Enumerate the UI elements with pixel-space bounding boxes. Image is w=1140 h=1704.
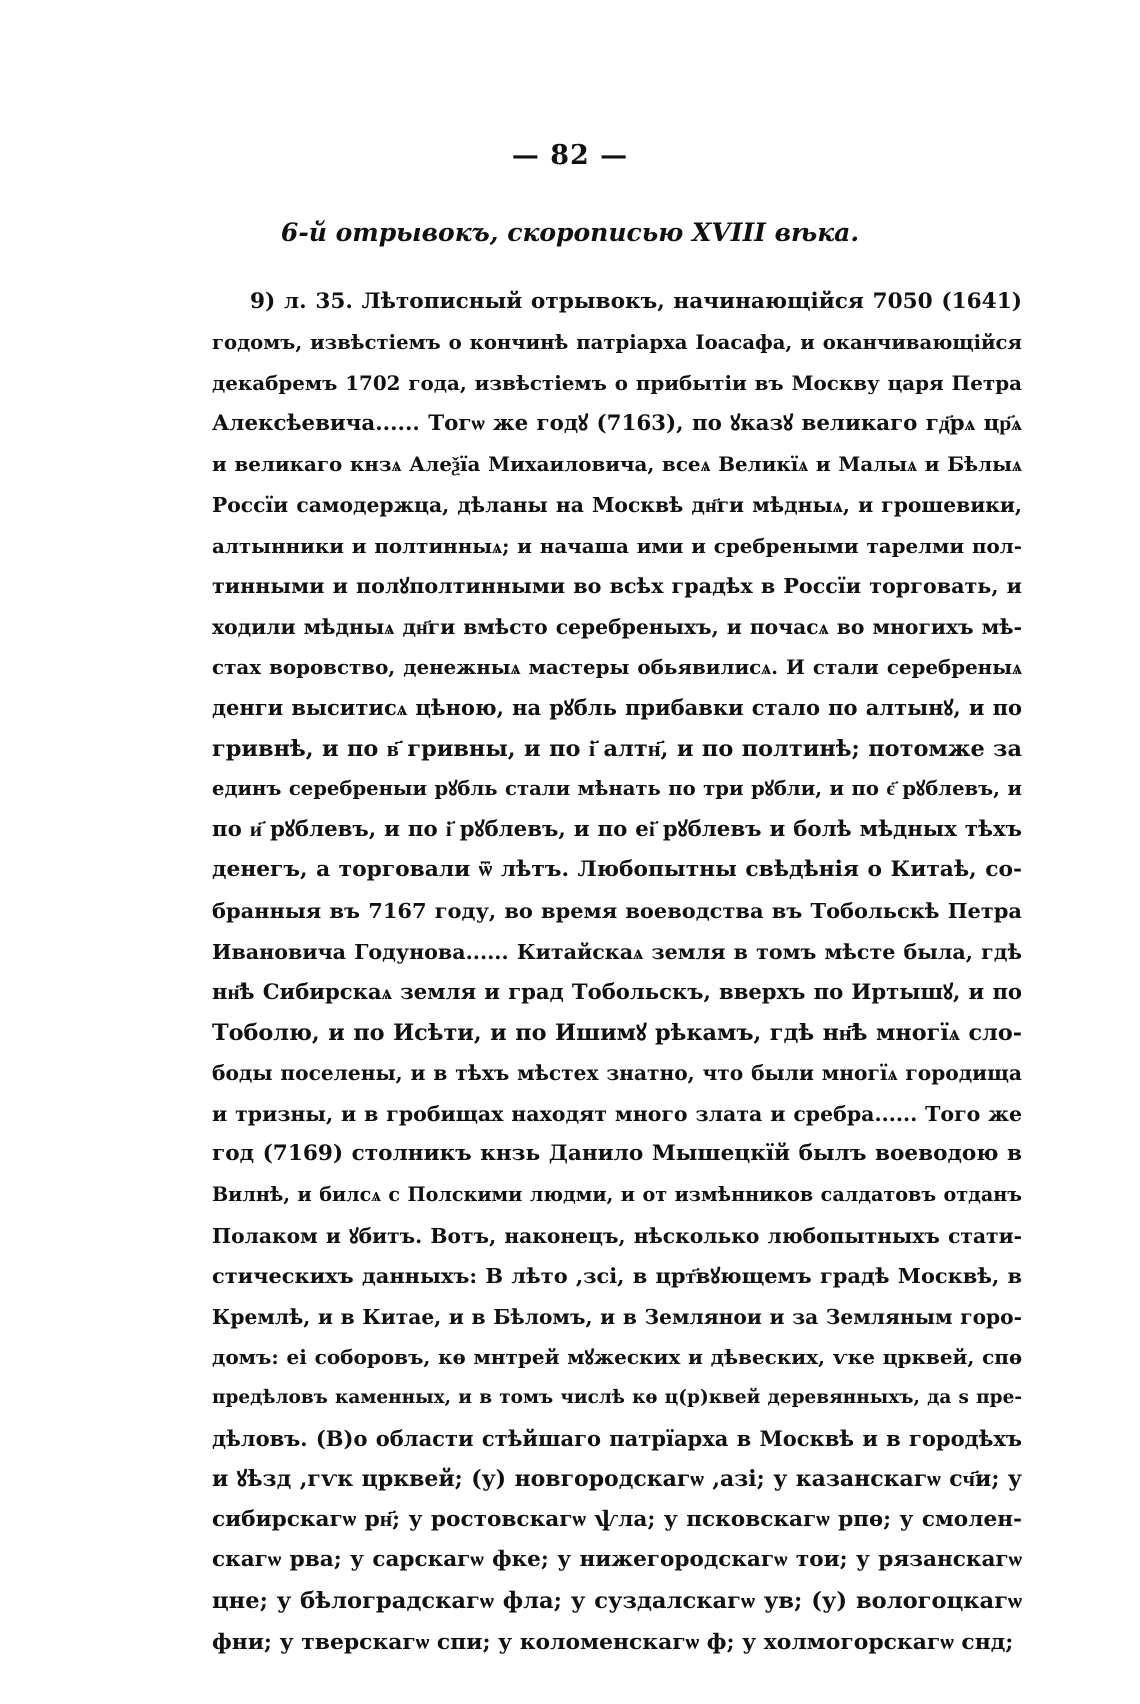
section-heading: 6-й отрывокъ, скорописью XVIII вѣка. [280, 218, 860, 247]
text-line: декабремъ 1702 года, извѣстіемъ о прибытіи въ Москву царя Петра [212, 371, 1022, 396]
text-line: стах воровство, денежныѧ мастеры обьявилисѧ. И стали серебреныѧ [212, 655, 1022, 680]
text-line: денегъ, а торговали ѿ лѣтъ. Любопытны свѣдѣнія о Китаѣ, со- [212, 857, 1022, 883]
text-line: ходили мѣдныѧ дн҃ги вмѣсто серебреныхъ, и почасѧ во многихъ мѣ- [212, 614, 1022, 639]
text-line: тинными и полꙋполтинными во всѣх градѣх в Россїи торговать, и [212, 574, 1022, 599]
text-line: Вилнѣ, и билсѧ с Полскими людми, и от измѣнников салдатовъ отданъ [212, 1183, 1022, 1207]
text-line: Кремлѣ, и в Китае, и в Бѣломъ, и в Землянои и за Земляным горо- [212, 1304, 1022, 1329]
text-line: дѣловъ. (В)о области стѣйшаго патрїарха в Москвѣ и в городѣхъ [212, 1425, 1022, 1451]
text-line: Алексѣевича...... Тогѡ же годꙋ (7163), по ꙋказꙋ великаго гд҃рѧ цр҃ѧ [212, 410, 1022, 436]
text-line: стическихъ данныхъ: В лѣто ,зсі, в црт҃вꙋющемъ градѣ Москвѣ, в [212, 1263, 1022, 1289]
text-line: Ивановича Годунова...... Китайскаѧ земля в томъ мѣсте была, гдѣ [212, 939, 1022, 964]
text-line: сибирскагѡ рн҃; у ростовскагѡ ѱла; у псковскагѡ рпѳ; у смолен- [212, 1506, 1022, 1532]
text-line: фни; у тверскагѡ спи; у коломенскагѡ ф; у холмогорскагѡ снд; [212, 1628, 1014, 1655]
text-line: скагѡ рва; у сарскагѡ фке; у нижегородскагѡ тои; у рязанскагѡ [212, 1547, 1022, 1573]
text-line: алтынники и полтинныѧ; и начаша ими и сребреными тарелми пол- [212, 533, 1022, 558]
text-line: цне; у бѣлоградскагѡ фла; у суздалскагѡ ув; (у) вологоцкагѡ [212, 1588, 1022, 1614]
text-line: бранныя въ 7167 году, во время воеводства въ Тобольскѣ Петра [212, 897, 1022, 923]
text-line: нн҃ѣ Сибирскаѧ земля и град Тобольскъ, вверхъ по Иртышꙋ, и по [212, 979, 1022, 1005]
text-line: денги выситисѧ цѣною, на рꙋбль прибавки стало по алтынꙋ, и по [212, 694, 1022, 720]
text-line: домъ: еі соборовъ, кѳ мнтрей мꙋжеских и дѣвеских, ѵке црквей, спѳ [212, 1345, 1022, 1370]
text-line: годомъ, извѣстіемъ о кончинѣ патріарха Іоасафа, и оканчивающійся [212, 330, 1022, 354]
text-line: боды поселены, и в тѣхъ мѣстех знатно, что были многїѧ городища [212, 1061, 1022, 1086]
text-line: и тризны, и в гробищах находят много злата и сребра...... Того же [212, 1101, 1022, 1126]
text-line: Полаком и ꙋбитъ. Вотъ, наконецъ, нѣсколько любопытныхъ стати- [212, 1223, 1022, 1248]
text-line: Тоболю, и по Исѣти, и по Ишимꙋ рѣкамъ, гдѣ нн҃ѣ многїѧ сло- [212, 1019, 1022, 1046]
text-line: единъ серебреныи рꙋбль стали мѣнать по три рꙋбли, и по є҃ рꙋблевъ, и [212, 777, 1022, 801]
text-line: по и҃ рꙋблевъ, и по і҃ рꙋблевъ, и по еі҃ рꙋблевъ и болѣ мѣдных тѣхъ [212, 816, 1022, 842]
text-line: и ꙋѣзд ,гѵк црквей; (у) новгородскагѡ ,азі; у казанскагѡ сч҃и; у [212, 1466, 1022, 1493]
text-line: год (7169) столникъ кнзь Данило Мышецкїй былъ воеводою в [212, 1141, 1022, 1167]
text-line: Россїи самодержца, дѣланы на Москвѣ дн҃ги мѣдныѧ, и грошевики, [212, 492, 1022, 517]
text-line: 9) л. 35. Лѣтописный отрывокъ, начинающійся 7050 (1641) [250, 289, 1022, 314]
text-line: и великаго кнзѧ Алеѯїа Михаиловича, всеѧ Великїѧ и Малыѧ и Бѣлыѧ [212, 452, 1022, 477]
text-line: предѣловъ каменных, и в томъ числѣ кѳ ц(р)квей деревянныхъ, да ѕ пре- [212, 1387, 1022, 1409]
paragraph-body [212, 282, 1022, 1662]
text-line: гривнѣ, и по в҃ гривны, и по і҃ алтн҃, и по полтинѣ; потомже за [212, 735, 1022, 762]
page-number: — 82 — [511, 140, 629, 171]
